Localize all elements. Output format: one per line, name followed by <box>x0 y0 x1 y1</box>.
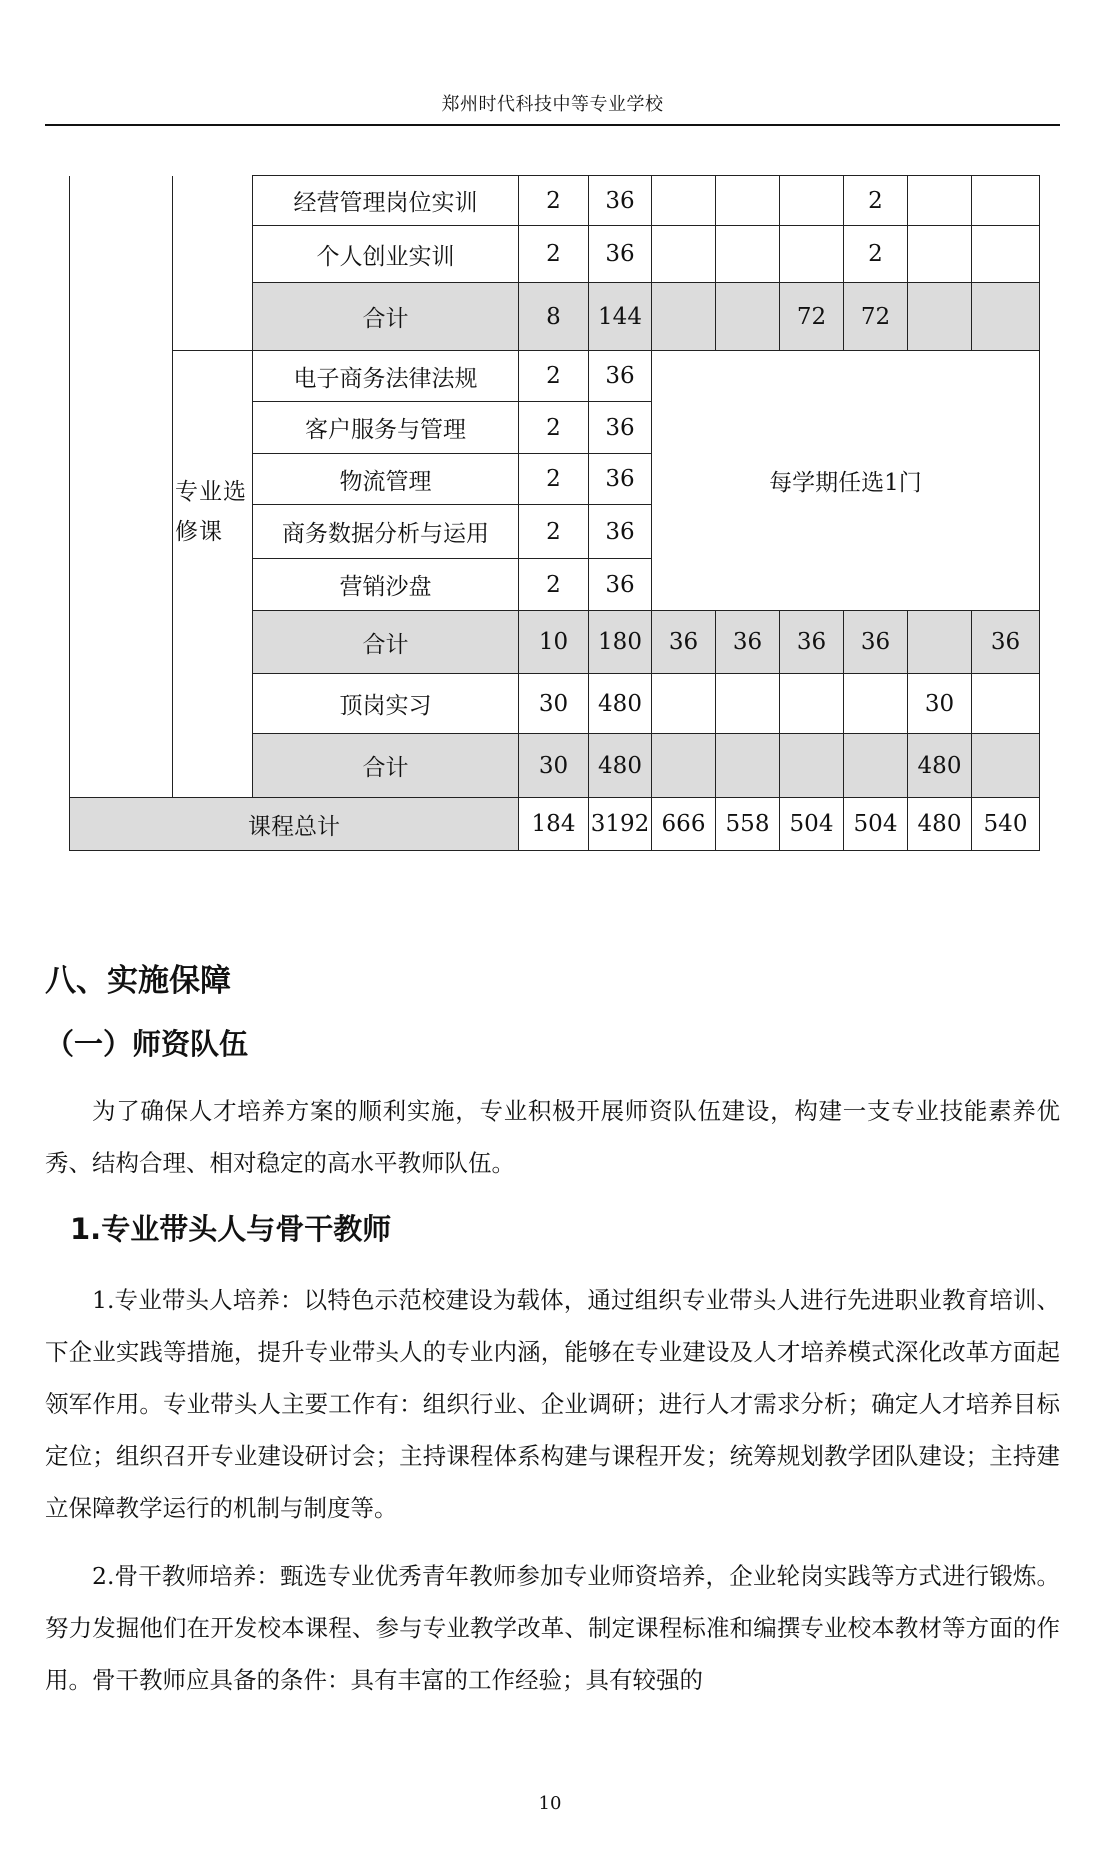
curriculum-table <box>69 175 1040 851</box>
course-name: 商务数据分析与运用 <box>253 505 519 559</box>
semester-cell <box>972 734 1040 798</box>
semester-cell <box>972 176 1040 226</box>
semester-cell <box>780 734 844 798</box>
credits-cell: 2 <box>519 226 589 283</box>
semester-cell: 540 <box>972 798 1040 851</box>
subcategory-cell <box>173 226 253 283</box>
semester-cell <box>972 674 1040 734</box>
subtotal-label: 合计 <box>253 611 519 674</box>
course-name: 经营管理岗位实训 <box>253 176 519 226</box>
elective-category-label: 专业选修课 <box>173 351 253 674</box>
credits-cell: 2 <box>519 351 589 402</box>
subcategory-cell <box>173 734 253 798</box>
semester-cell: 30 <box>908 674 972 734</box>
course-name: 客户服务与管理 <box>253 402 519 454</box>
credits-cell: 30 <box>519 674 589 734</box>
course-name: 电子商务法律法规 <box>253 351 519 402</box>
hours-cell: 144 <box>589 283 652 351</box>
internship-row <box>70 674 1040 734</box>
hours-cell: 480 <box>589 734 652 798</box>
credits-cell: 8 <box>519 283 589 351</box>
semester-cell: 36 <box>716 611 780 674</box>
semester-cell: 480 <box>908 734 972 798</box>
semester-cell <box>652 283 716 351</box>
semester-cell <box>652 734 716 798</box>
subtotal-row <box>70 283 1040 351</box>
category-cell <box>70 283 173 351</box>
credits-cell: 2 <box>519 559 589 611</box>
semester-cell <box>780 176 844 226</box>
hours-cell: 36 <box>589 402 652 454</box>
semester-cell <box>716 226 780 283</box>
category-cell <box>70 226 173 283</box>
subsection-heading: （一）师资队伍 <box>45 1027 249 1061</box>
hours-cell: 180 <box>589 611 652 674</box>
elective-note: 每学期任选1门 <box>652 351 1040 611</box>
page-number: 10 <box>538 1793 562 1814</box>
semester-cell <box>652 674 716 734</box>
course-name: 顶岗实习 <box>253 674 519 734</box>
document-header: 郑州时代科技中等专业学校 <box>441 94 664 115</box>
category-cell <box>70 611 173 674</box>
semester-cell <box>780 674 844 734</box>
semester-cell <box>716 734 780 798</box>
grand-total-label: 课程总计 <box>70 798 519 851</box>
course-name: 物流管理 <box>253 454 519 505</box>
credits-cell: 2 <box>519 454 589 505</box>
hours-cell: 36 <box>589 351 652 402</box>
subtotal-label: 合计 <box>253 734 519 798</box>
subcategory-cell <box>173 176 253 226</box>
credits-cell: 30 <box>519 734 589 798</box>
semester-cell: 72 <box>780 283 844 351</box>
item-heading: 1.专业带头人与骨干教师 <box>70 1212 392 1246</box>
semester-cell <box>972 283 1040 351</box>
semester-cell: 504 <box>844 798 908 851</box>
category-cell <box>70 454 173 505</box>
semester-cell <box>908 611 972 674</box>
semester-cell <box>716 283 780 351</box>
semester-cell <box>652 176 716 226</box>
grand-total-row <box>70 798 1040 851</box>
category-cell <box>70 559 173 611</box>
credits-cell: 184 <box>519 798 589 851</box>
semester-cell: 2 <box>844 176 908 226</box>
semester-cell <box>972 226 1040 283</box>
hours-cell: 36 <box>589 454 652 505</box>
course-name: 个人创业实训 <box>253 226 519 283</box>
hours-cell: 480 <box>589 674 652 734</box>
semester-cell: 2 <box>844 226 908 283</box>
semester-cell <box>908 176 972 226</box>
semester-cell <box>716 176 780 226</box>
paragraph-backbone-teacher: 2.骨干教师培养：甄选专业优秀青年教师参加专业师资培养，企业轮岗实践等方式进行锻炼。努力发掘他们在开发校本课程、参与专业教学改革、制定课程标准和编撰专业校本教材等方面的作用。骨干教师应具备的条件：具有丰富的工作经验；具有较强的 <box>45 1562 1060 1694</box>
table-row <box>70 351 1040 402</box>
hours-cell: 3192 <box>589 798 652 851</box>
semester-cell: 36 <box>780 611 844 674</box>
credits-cell: 2 <box>519 176 589 226</box>
subcategory-cell <box>173 283 253 351</box>
semester-cell: 36 <box>972 611 1040 674</box>
category-cell <box>70 734 173 798</box>
table-row <box>70 226 1040 283</box>
semester-cell: 36 <box>844 611 908 674</box>
semester-cell <box>844 674 908 734</box>
hours-cell: 36 <box>589 176 652 226</box>
semester-cell <box>716 674 780 734</box>
hours-cell: 36 <box>589 226 652 283</box>
hours-cell: 36 <box>589 505 652 559</box>
semester-cell: 72 <box>844 283 908 351</box>
header-rule <box>45 124 1060 126</box>
semester-cell <box>844 734 908 798</box>
semester-cell: 666 <box>652 798 716 851</box>
category-cell <box>70 176 173 226</box>
credits-cell: 2 <box>519 402 589 454</box>
intro-paragraph: 为了确保人才培养方案的顺利实施，专业积极开展师资队伍建设，构建一支专业技能素养优秀、结构合理、相对稳定的高水平教师队伍。 <box>45 1097 1060 1177</box>
semester-cell: 504 <box>780 798 844 851</box>
category-cell <box>70 505 173 559</box>
subtotal-row <box>70 734 1040 798</box>
category-cell <box>70 402 173 454</box>
category-cell <box>70 351 173 402</box>
semester-cell <box>908 283 972 351</box>
subcategory-cell <box>173 674 253 734</box>
credits-cell: 2 <box>519 505 589 559</box>
semester-cell: 36 <box>652 611 716 674</box>
paragraph-lead-teacher: 1.专业带头人培养：以特色示范校建设为载体，通过组织专业带头人进行先进职业教育培训、下企业实践等措施，提升专业带头人的专业内涵，能够在专业建设及人才培养模式深化改革方面起领军作用。专业带头人主要工作有：组织行业、企业调研；进行人才需求分析；确定人才培养目标定位；组织召开专业建设研讨会；主持课程体系构建与课程开发；统筹规划教学团队建设；主持建立保障教学运行的机制与制度等。 <box>45 1286 1060 1522</box>
semester-cell: 558 <box>716 798 780 851</box>
semester-cell <box>908 226 972 283</box>
hours-cell: 36 <box>589 559 652 611</box>
subtotal-label: 合计 <box>253 283 519 351</box>
credits-cell: 10 <box>519 611 589 674</box>
semester-cell: 480 <box>908 798 972 851</box>
category-cell <box>70 674 173 734</box>
section-heading: 八、实施保障 <box>45 963 231 999</box>
semester-cell <box>652 226 716 283</box>
table-row <box>70 176 1040 226</box>
course-name: 营销沙盘 <box>253 559 519 611</box>
semester-cell <box>780 226 844 283</box>
